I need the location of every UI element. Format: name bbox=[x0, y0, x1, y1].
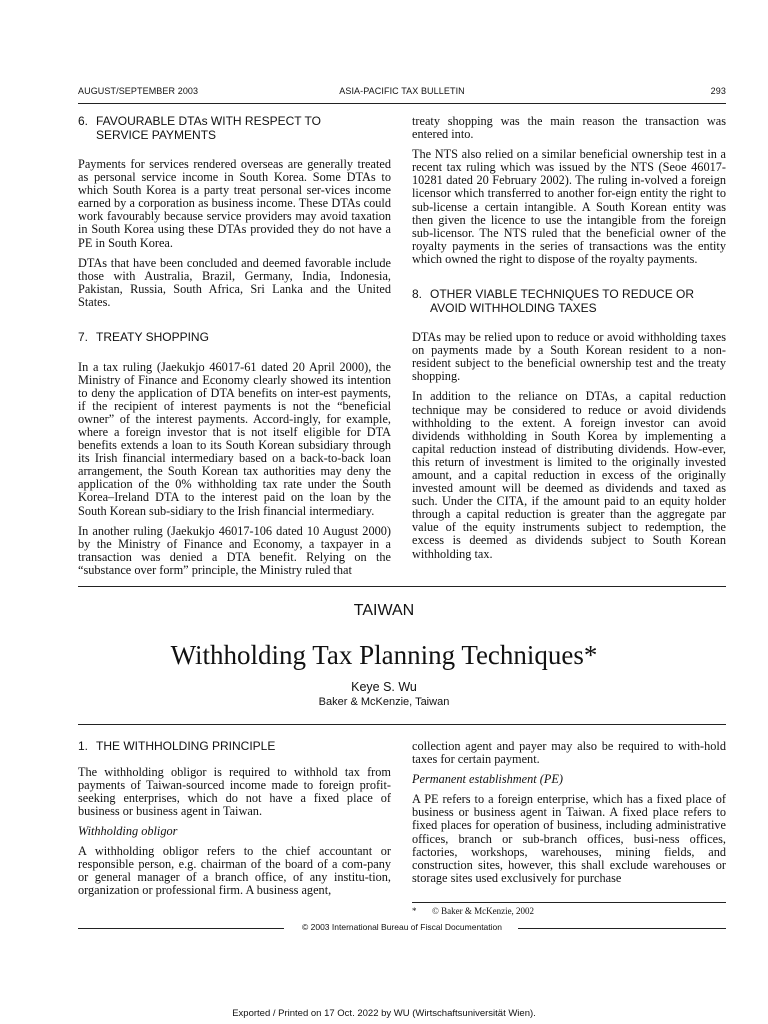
paragraph: A PE refers to a foreign enterprise, which has a fixed place of business or business agent in Taiwan. A fixed place refers to fixed places for operation of business, including administrative offices, branch or sub-branch offices, busi-ness offices, factories, workshops, warehouses, mining fields, and construction sites, however, this shall exclude warehouses or storage sites used exclusively for purchase bbox=[412, 792, 726, 885]
subheading: Permanent establishment (PE) bbox=[412, 772, 563, 787]
section-7-heading: 7. TREATY SHOPPING bbox=[78, 330, 209, 345]
footnote-rule bbox=[412, 902, 726, 903]
footnote bbox=[412, 906, 726, 916]
author-affiliation: Baker & McKenzie, Taiwan bbox=[318, 696, 450, 708]
export-notice: Exported / Printed on 17 Oct. 2022 by WU (Wirtschaftsuniversität Wien). bbox=[232, 1008, 536, 1019]
paragraph: A withholding obligor refers to the chief accountant or responsible person, e.g. chairman of the board of a com-pany or general manager of a branch office, of any institu-tion, organization or professional firm. A business agent, bbox=[78, 843, 391, 898]
paragraph: The withholding obligor is required to withhold tax from payments of Taiwan-sourced income made to foreign profit-seeking enterprises, which do not have a fixed place of business or business agent in Taiwan. bbox=[78, 764, 391, 818]
copyright-bar bbox=[78, 922, 726, 934]
copyright-text: © 2003 International Bureau of Fiscal Documentation bbox=[302, 922, 502, 932]
footnote-mark: * bbox=[412, 906, 417, 916]
header-rule bbox=[78, 103, 726, 104]
paragraph: DTAs that have been concluded and deemed favorable include those with Australia, Brazil, Germany, India, Indonesia, Pakistan, Russia, South Africa, Sri Lanka and the United States. bbox=[78, 255, 391, 309]
paragraph: DTAs may be relied upon to reduce or avoid withholding taxes on payments made by a South Korean resident to a non-resident subject to the beneficial ownership test and the treaty shopping. bbox=[412, 330, 726, 384]
top-right-column bbox=[412, 115, 726, 568]
paragraph: In addition to the reliance on DTAs, a capital reduction technique may be considered to reduce or avoid dividends withholding to the extent. A foreign investor can avoid dividends withholding in South Korea by implementing a capital reduction instead of distributing dividends. How-ever, this return of investment is limited to the originally invested amount, and a capital reduction in excess of the originally invested amount will be deemed as dividends and taxed as such. Under the CITA, if the amount paid to an equity holder through a capital reduction is greater than the aggregate par value of the equity instruments subject to redemption, the excess is deemed as dividends subject to South Korean withholding tax. bbox=[412, 389, 726, 561]
article-title: Withholding Tax Planning Techniques* bbox=[170, 640, 598, 670]
paragraph: treaty shopping was the main reason the transaction was entered into. bbox=[412, 114, 726, 142]
journal-name: ASIA-PACIFIC TAX BULLETIN bbox=[339, 86, 465, 96]
top-left-column bbox=[78, 115, 391, 584]
bottom-left-column bbox=[78, 740, 391, 904]
copyright-rule-right bbox=[518, 928, 726, 929]
issue-date: AUGUST/SEPTEMBER 2003 bbox=[78, 86, 199, 96]
paragraph: Payments for services rendered overseas are generally treated as personal service income in South Korea. Some DTAs to which South Korea is a party treat personal ser-vices income earned by a corporation as business income. These DTAs could work favourably because service providers may avoid taxation in South Korea using these DTAs provided they do not have a PE in South Korea. bbox=[78, 157, 391, 250]
section-1-heading: 1. THE WITHHOLDING PRINCIPLE bbox=[78, 739, 276, 753]
section-6-heading: 6. FAVOURABLE DTAs WITH RESPECT TO SERVICE PAYMENTS bbox=[78, 114, 321, 142]
section-8-heading: 8. OTHER VIABLE TECHNIQUES TO REDUCE OR AVOID WITHHOLDING TAXES bbox=[412, 287, 695, 315]
subheading: Withholding obligor bbox=[78, 823, 178, 838]
footnote-text: © Baker & McKenzie, 2002 bbox=[432, 906, 535, 916]
paragraph: In a tax ruling (Jaekukjo 46017-61 dated 20 April 2000), the Ministry of Finance and Economy clearly showed its intention to deny the application of DTA benefits on inter-est payments, if the recipient of interest payments is not the “beneficial owner” of the interest payments. Accord-ingly, for example, where a foreign investor that is not itself eligible for DTA benefits extends a loan to its South Korean subsidiary through its Irish financial intermediary based on a back-to-back loan arrangement, the South Korean tax authorities may deny the application of the 0% withholding tax rate under the South Korea–Ireland DTA to the interest paid on the loan by the South Korean sub-sidiary to the Irish financial intermediary. bbox=[78, 359, 391, 518]
bottom-right-column bbox=[412, 740, 726, 892]
country-heading: TAIWAN bbox=[353, 602, 415, 619]
article-top-rule bbox=[78, 586, 726, 587]
article-header-rule bbox=[78, 724, 726, 725]
paragraph: collection agent and payer may also be required to with-hold taxes for certain payment. bbox=[412, 739, 726, 767]
running-header bbox=[78, 86, 726, 100]
page-number: 293 bbox=[710, 86, 726, 96]
paragraph: In another ruling (Jaekukjo 46017-106 dated 10 August 2000) by the Ministry of Finance and Economy, a taxpayer in a transaction was denied a DTA benefit. Relying on the “substance over form” principle, the Ministry ruled that bbox=[78, 523, 391, 577]
author-name: Keye S. Wu bbox=[351, 680, 417, 694]
paragraph: The NTS also relied on a similar beneficial ownership test in a recent tax ruling which was issued by the NTS (Seoe 46017-10281 dated 20 February 2002). The ruling in-volved a foreign licensor which transferred to another for-eign entity the right to sub-license a certain intangible. A South Korean entity was then given the licence to use the intangible from the foreign sub-licensor. The NTS ruled that the beneficial owner of the royalty payments in the series of transactions was the entity which owned the right to dispose of the royalty payments. bbox=[412, 147, 726, 266]
